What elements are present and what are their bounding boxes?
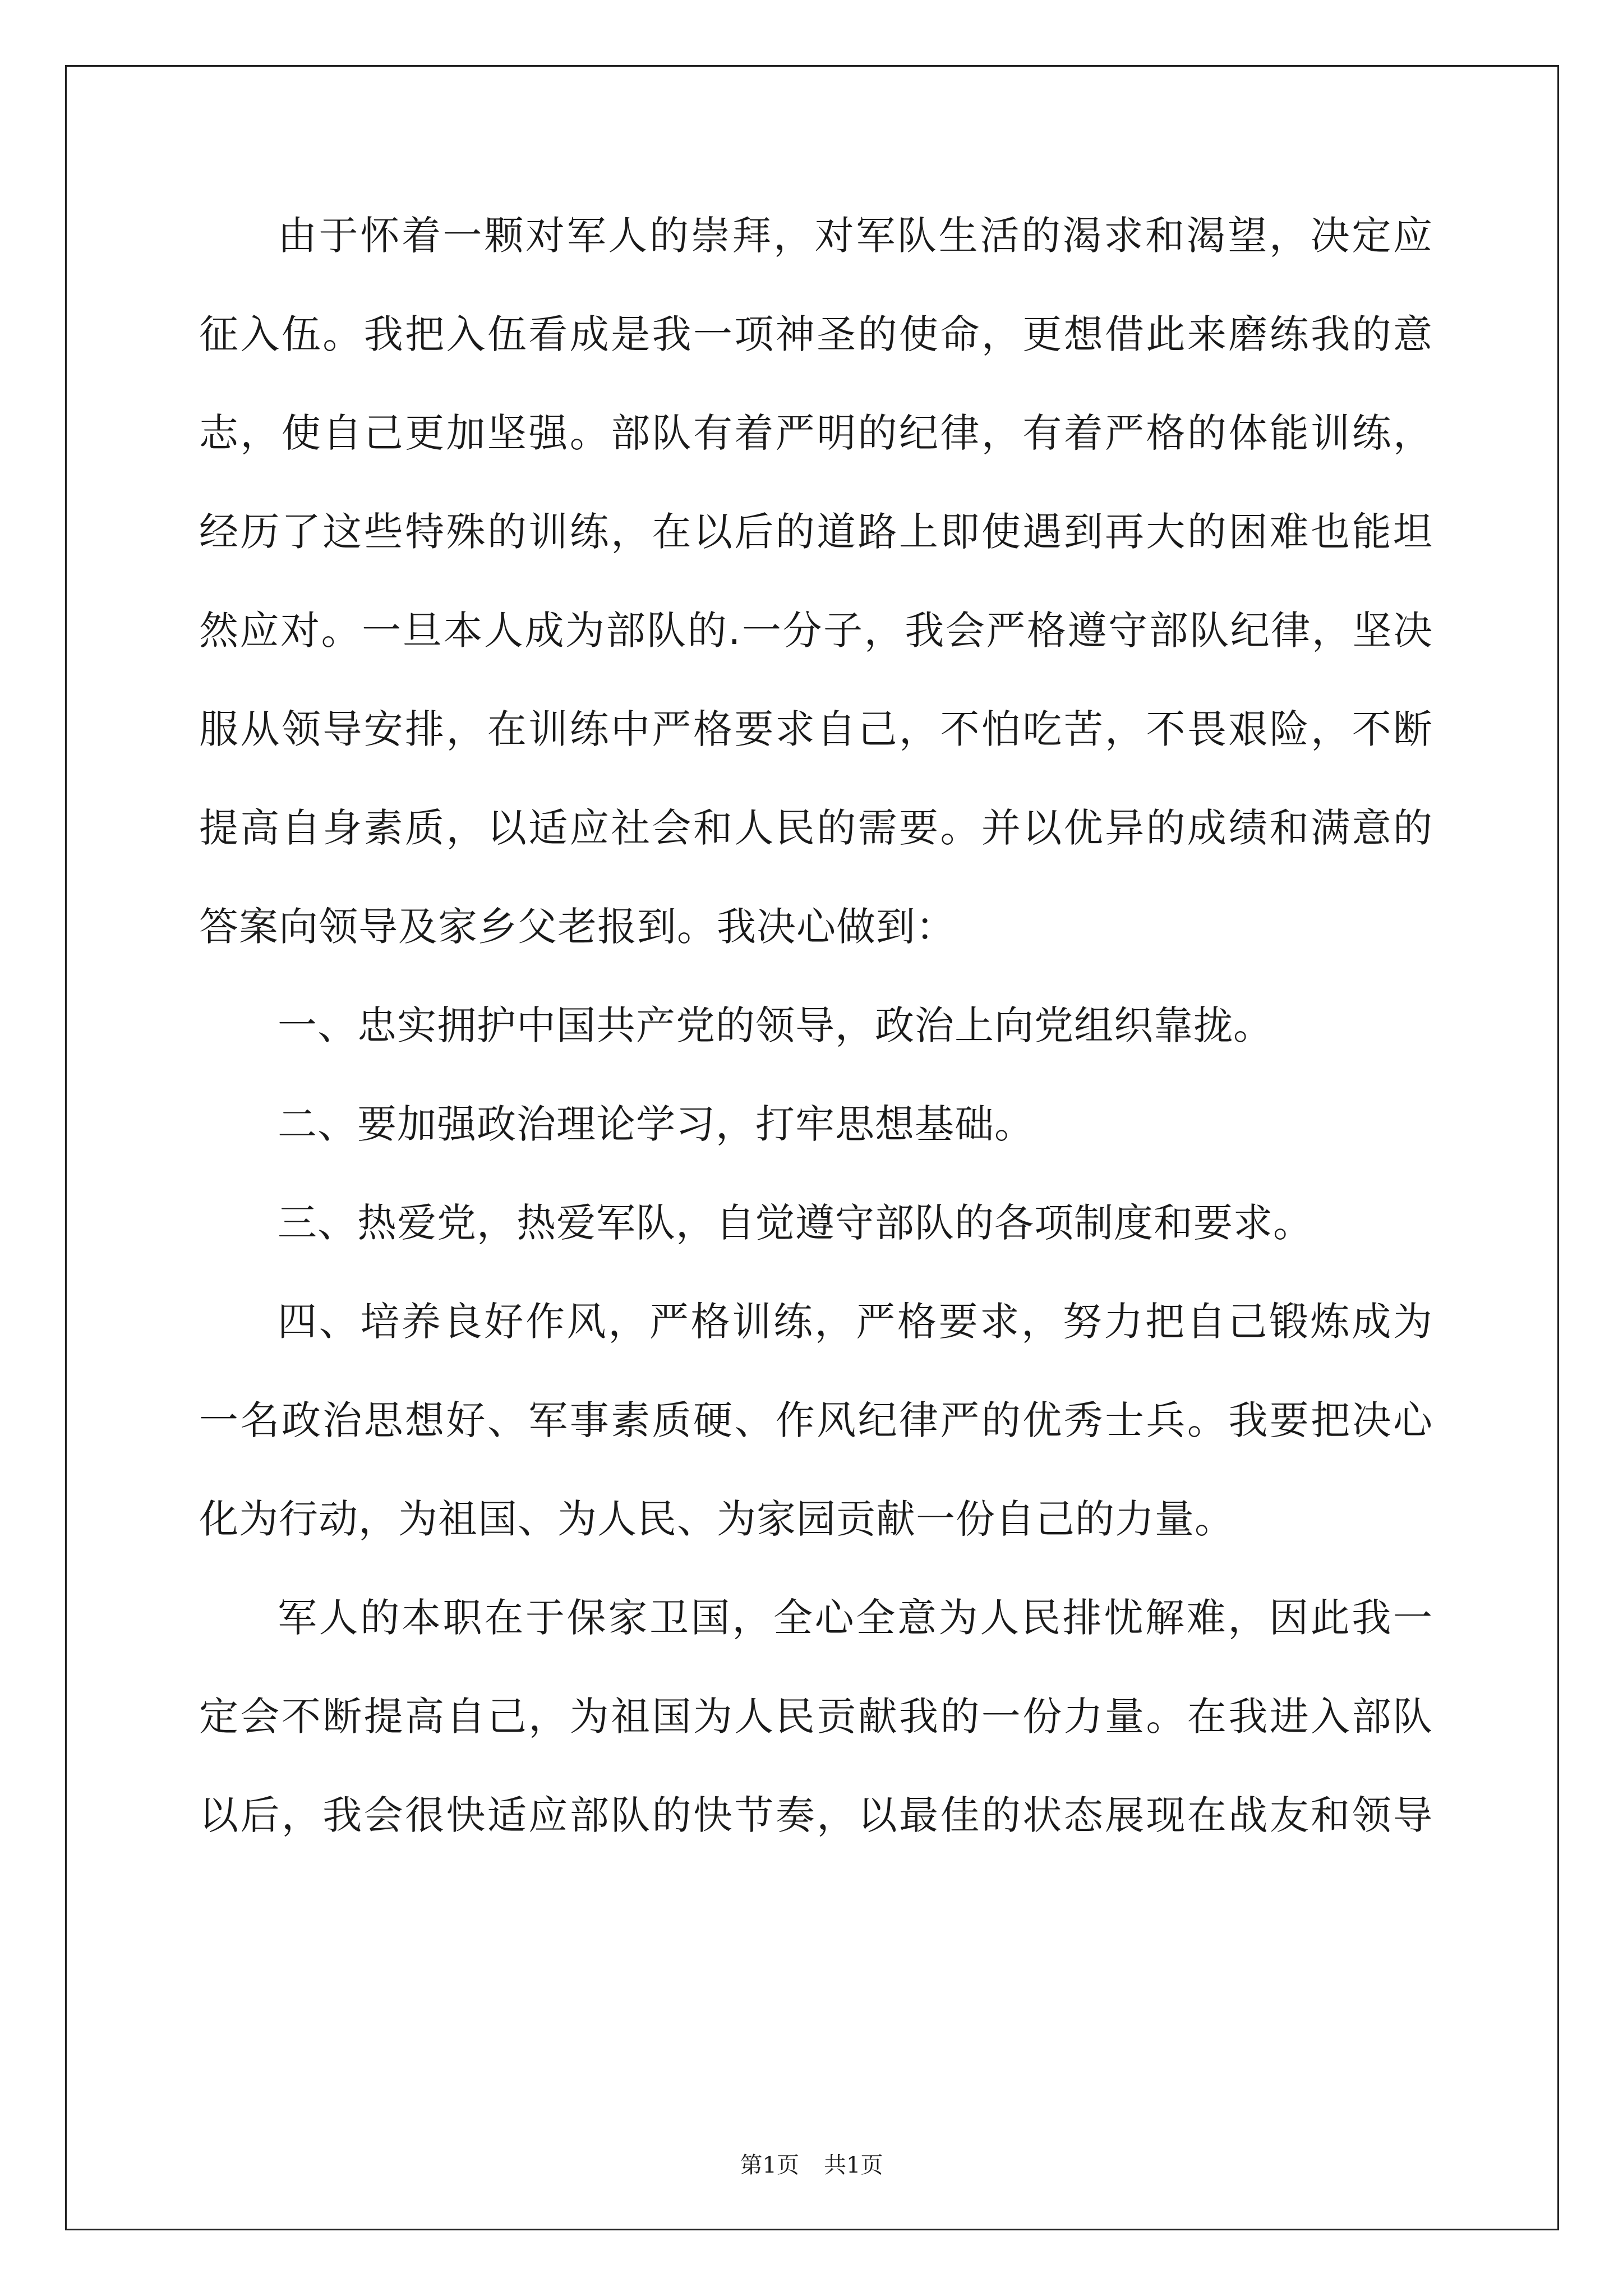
text-line: 提高自身素质，以适应社会和人民的需要。并以优异的成绩和满意的 xyxy=(199,805,1433,851)
text-line: 二、要加强政治理论学习，打牢思想基础。 xyxy=(278,1101,1034,1147)
text-line: 化为行动，为祖国、为人民、为家园贡献一份自己的力量。 xyxy=(199,1496,1234,1542)
document-body xyxy=(199,213,1433,1894)
text-line: 志，使自己更加坚强。部队有着严明的纪律，有着严格的体能训练， xyxy=(199,410,1433,456)
text-line: 一名政治思想好、军事素质硬、作风纪律严的优秀士兵。我要把决心 xyxy=(199,1397,1433,1443)
text-line: 三、热爱党，热爱军队，自觉遵守部队的各项制度和要求。 xyxy=(278,1200,1313,1246)
text-line: 由于怀着一颗对军人的崇拜，对军队生活的渴求和渴望，决定应 xyxy=(278,213,1433,259)
text-line: 然应对。一旦本人成为部队的.一分子，我会严格遵守部队纪律，坚决 xyxy=(199,608,1433,654)
page-footer xyxy=(0,2147,1623,2179)
text-line: 军人的本职在于保家卫国，全心全意为人民排忧解难，因此我一 xyxy=(278,1595,1433,1641)
text-line: 经历了这些特殊的训练，在以后的道路上即使遇到再大的困难也能坦 xyxy=(199,509,1433,555)
text-line: 一、忠实拥护中国共产党的领导，政治上向党组织靠拢。 xyxy=(278,1002,1273,1048)
text-line: 答案向领导及家乡父老报到。我决心做到： xyxy=(199,904,956,950)
text-line: 定会不断提高自己，为祖国为人民贡献我的一份力量。在我进入部队 xyxy=(199,1694,1433,1740)
page-total: 共1页 xyxy=(824,2152,883,2178)
page-number: 第1页 xyxy=(740,2152,799,2178)
text-line: 服从领导安排，在训练中严格要求自己，不怕吃苦，不畏艰险，不断 xyxy=(199,706,1433,752)
text-line: 四、培养良好作风，严格训练，严格要求，努力把自己锻炼成为 xyxy=(278,1299,1433,1345)
text-line: 以后，我会很快适应部队的快节奏，以最佳的状态展现在战友和领导 xyxy=(199,1792,1433,1838)
text-line: 征入伍。我把入伍看成是我一项神圣的使命，更想借此来磨练我的意 xyxy=(199,311,1433,357)
